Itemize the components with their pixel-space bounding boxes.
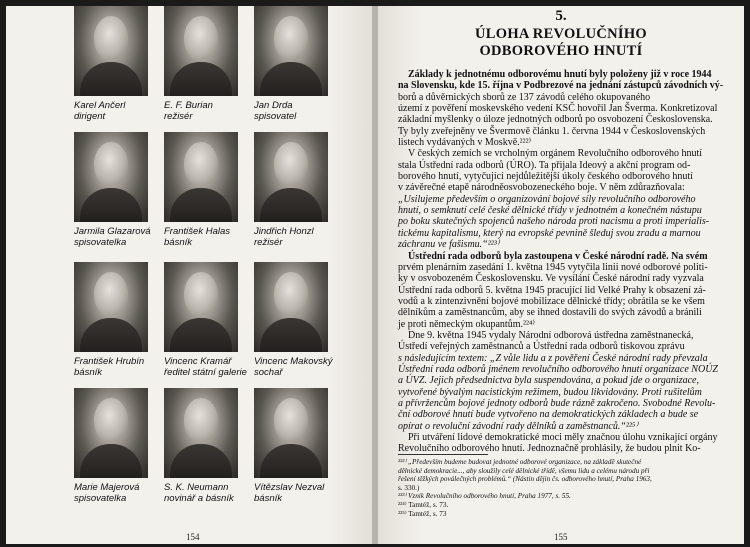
portrait-caption: [74, 482, 148, 504]
body-line: ky v osvobozeném Československu. Ve vysílání České národní rady vyzvala: [398, 273, 704, 285]
portrait-item: [254, 388, 328, 504]
portrait-item: [74, 262, 148, 378]
left-page: [6, 6, 372, 544]
body-line: území z pověření moskevského vedení KSČ hovořil Jan Šverma. Konkretizoval: [398, 103, 718, 115]
portrait-name: Marie Majerová: [74, 482, 140, 493]
portrait-photo: [254, 262, 328, 352]
footnote-line: ²²³⁾ Vznik Revolučního odborového hnutí, Praha 1977, s. 55.: [398, 492, 571, 501]
body-line: a ÚVZ. Jejich předsednictva byla suspendována, a pokud jde o organizace,: [398, 375, 699, 387]
portrait-caption: [74, 100, 148, 122]
chapter-title-line-2: ODBOROVÉHO HNUTÍ: [479, 43, 643, 59]
chapter-number: 5.: [555, 8, 567, 24]
portrait-photo: [164, 262, 238, 352]
portrait-photo: [74, 262, 148, 352]
footnote-line: s. 330.): [398, 483, 420, 492]
body-line: Ústředí veřejných zaměstnanců a Ústřední rada odborů tiskovou zprávu: [398, 341, 685, 353]
body-line: po boku skutečných spojenců našeho národa proti nacismu a proti imperialis-: [398, 216, 710, 228]
portrait-role: režisér: [164, 111, 193, 122]
body-line: je proti německým okupantům.²²⁴⁾: [398, 318, 535, 330]
body-line: záchranu ve fašismu.“²²³⁾: [398, 239, 500, 251]
portrait-name: Vítězslav Nezval: [254, 482, 325, 493]
portrait-role: dirigent: [74, 111, 106, 122]
portrait-photo: [74, 6, 148, 96]
portrait-name: S. K. Neumann: [164, 482, 229, 493]
body-line: základní myšlenky o úloze jednotných odborů po osvobození Československa.: [398, 114, 713, 126]
footnotes: [398, 458, 730, 518]
portrait-item: [74, 388, 148, 504]
body-line: Ústřední rada odborů byla zastoupena v České národní radě. Na svém: [408, 250, 708, 262]
portrait-name: František Halas: [164, 226, 230, 237]
body-line: vytvořené bývalým nacistickým režimem, budou likvidovány. Proti rušitelům: [398, 386, 702, 398]
body-line: Při utváření lidové demokratické moci měly značnou úlohu vznikající orgány: [408, 432, 718, 443]
body-line: listech vydávaných v Moskvě.²²²⁾: [398, 137, 532, 149]
portrait-item: [74, 6, 148, 122]
portrait-item: [164, 262, 247, 378]
portrait-caption: [164, 100, 238, 122]
body-line: prvém plenárním zasedání 1. května 1945 vytyčila linii nové odborové politi-: [398, 261, 708, 273]
body-line: stala Ústřední rada odborů (ÚRO). Ta přijala Ideový a akční program od-: [398, 159, 691, 171]
portrait-item: [164, 6, 238, 122]
body-line: dělníkům a zaměstnancům, aby se ihned dostavili do svých závodů a bránili: [398, 307, 702, 319]
portrait-caption: [164, 356, 247, 378]
portrait-item: [74, 132, 151, 248]
portrait-photo: [254, 388, 328, 478]
portrait-item: [164, 132, 238, 248]
portrait-name: Vincenc Makovský: [254, 356, 333, 367]
portrait-role: sochař: [254, 367, 283, 378]
portrait-photo: [164, 388, 238, 478]
body-line: vodů a k zintenzivnění bojové mobilizace dělnické třídy; obrátila se ke všem: [398, 295, 705, 307]
body-line: hnutí, o semknutí celé české dělnické třídy v jednotném a konečném nástupu: [398, 205, 702, 217]
body-line: ční odborové hnutí bude vytvořeno na demokratických základech a bude se: [398, 409, 699, 421]
page-number-right: 155: [554, 532, 568, 542]
footnote-line: dělnické demokracie..., aby sloužily celé dělnické třídě, všemu lidu a celému národu při: [398, 466, 650, 475]
portrait-role: spisovatelka: [74, 493, 127, 504]
portrait-name: Karel Ančerl: [74, 100, 126, 111]
portrait-item: [254, 6, 328, 122]
footnote-line: řešení těžkých poválečných problémů.“ (Nástin dějin čs. odborového hnutí, Praha 1963,: [398, 475, 652, 484]
portrait-photo: [164, 132, 238, 222]
portrait-name: E. F. Burian: [164, 100, 213, 111]
body-line: „Usilujeme především o organizování bojové síly revolučního odborového: [398, 193, 696, 205]
portrait-photo: [254, 6, 328, 96]
body-line: Revolučního odborového hnutí. Jednoznačně prohlásily, že budou plnit Ko-: [398, 443, 701, 455]
portrait-caption: [164, 482, 238, 504]
portrait-caption: [254, 226, 328, 248]
portrait-name: Jindřich Honzl: [254, 226, 314, 237]
body-line: Ty byly zveřejněny ve Švermově článku 1. června 1944 v Československých: [398, 125, 706, 137]
body-text: [398, 69, 730, 455]
portrait-role: básník: [254, 493, 282, 504]
body-line: borů a důvěrnických sborů ze 137 závodů celého okupovaného: [398, 91, 651, 103]
portrait-caption: [254, 100, 328, 122]
body-line: opírat o revoluční závodní rady dělníků a zaměstnanců.“²²⁵⁾: [398, 420, 638, 432]
portrait-caption: [74, 356, 148, 378]
page-number-left: 154: [186, 532, 200, 542]
portrait-name: František Hrubín: [74, 356, 145, 367]
portrait-role: spisovatel: [254, 111, 297, 122]
portrait-caption: [254, 356, 333, 378]
footnote-rule: [398, 454, 488, 455]
body-line: Ústřední rada odborů jménem revolučního odborového hnutí organizace NOÚZ: [398, 363, 718, 375]
portrait-photo: [74, 388, 148, 478]
body-line: a přívržencům bojové jednoty odborů bude rázně zakročeno. Svobodné Revolu-: [398, 397, 716, 409]
portrait-caption: [254, 482, 328, 504]
portrait-photo: [164, 6, 238, 96]
portrait-photo: [74, 132, 148, 222]
portrait-name: Vincenc Kramář: [164, 356, 232, 367]
portrait-role: spisovatelka: [74, 237, 127, 248]
body-line: borového hnutí, vytyčující nejdůležitější úkoly českého odborového hnutí: [398, 171, 693, 183]
chapter-title: [378, 26, 744, 60]
body-line: v závěrečné etapě národněosvobozeneckého boje. V něm zdůrazňovala:: [398, 182, 685, 194]
body-line: V českých zemích se vrcholným orgánem Revolučního odborového hnutí: [408, 148, 703, 160]
portrait-role: režisér: [254, 237, 283, 248]
body-line: tickému kapitalismu, který na evropské pevnině šleduj svou zradu a marnou: [398, 227, 701, 239]
right-page: [378, 6, 744, 544]
portrait-name: Jan Drda: [254, 100, 293, 111]
footnote-line: ²²⁵⁾ Tamtéž, s. 73: [398, 509, 447, 518]
footnote-line: ²²⁴⁾ Tamtéž, s. 73.: [398, 500, 449, 509]
portrait-caption: [74, 226, 151, 248]
chapter-title-line-1: ÚLOHA REVOLUČNÍHO: [475, 26, 647, 42]
portrait-name: Jarmila Glazarová: [74, 226, 151, 237]
body-line: Ústřední rada odborů 5. května 1945 pracující lid Velké Prahy k obsazení zá-: [398, 284, 706, 296]
footnote-line: ²²²⁾ „Především budeme budovat jednotné odborové organizace, na základě skutečné: [398, 458, 642, 466]
portrait-item: [254, 262, 333, 378]
portrait-role: básník: [164, 237, 192, 248]
body-line: Dne 9. května 1945 vydaly Národní odborová ústředna zaměstnanecká,: [408, 329, 694, 341]
portrait-role: básník: [74, 367, 102, 378]
portrait-item: [164, 388, 238, 504]
portrait-item: [254, 132, 328, 248]
portrait-photo: [254, 132, 328, 222]
portrait-caption: [164, 226, 238, 248]
body-line: Základy k jednotnému odborovému hnutí byly položeny již v roce 1944: [408, 69, 712, 80]
body-line: na Slovensku, kde 15. října v Podbrezové na jednání zástupců závodních vý-: [398, 80, 724, 92]
portrait-role: novinář a básník: [164, 493, 234, 504]
body-line: s následujícím textem: „Z vůle lidu a z pověření České národní rady převzala: [398, 352, 708, 364]
portrait-role: ředitel státní galerie: [164, 367, 247, 378]
